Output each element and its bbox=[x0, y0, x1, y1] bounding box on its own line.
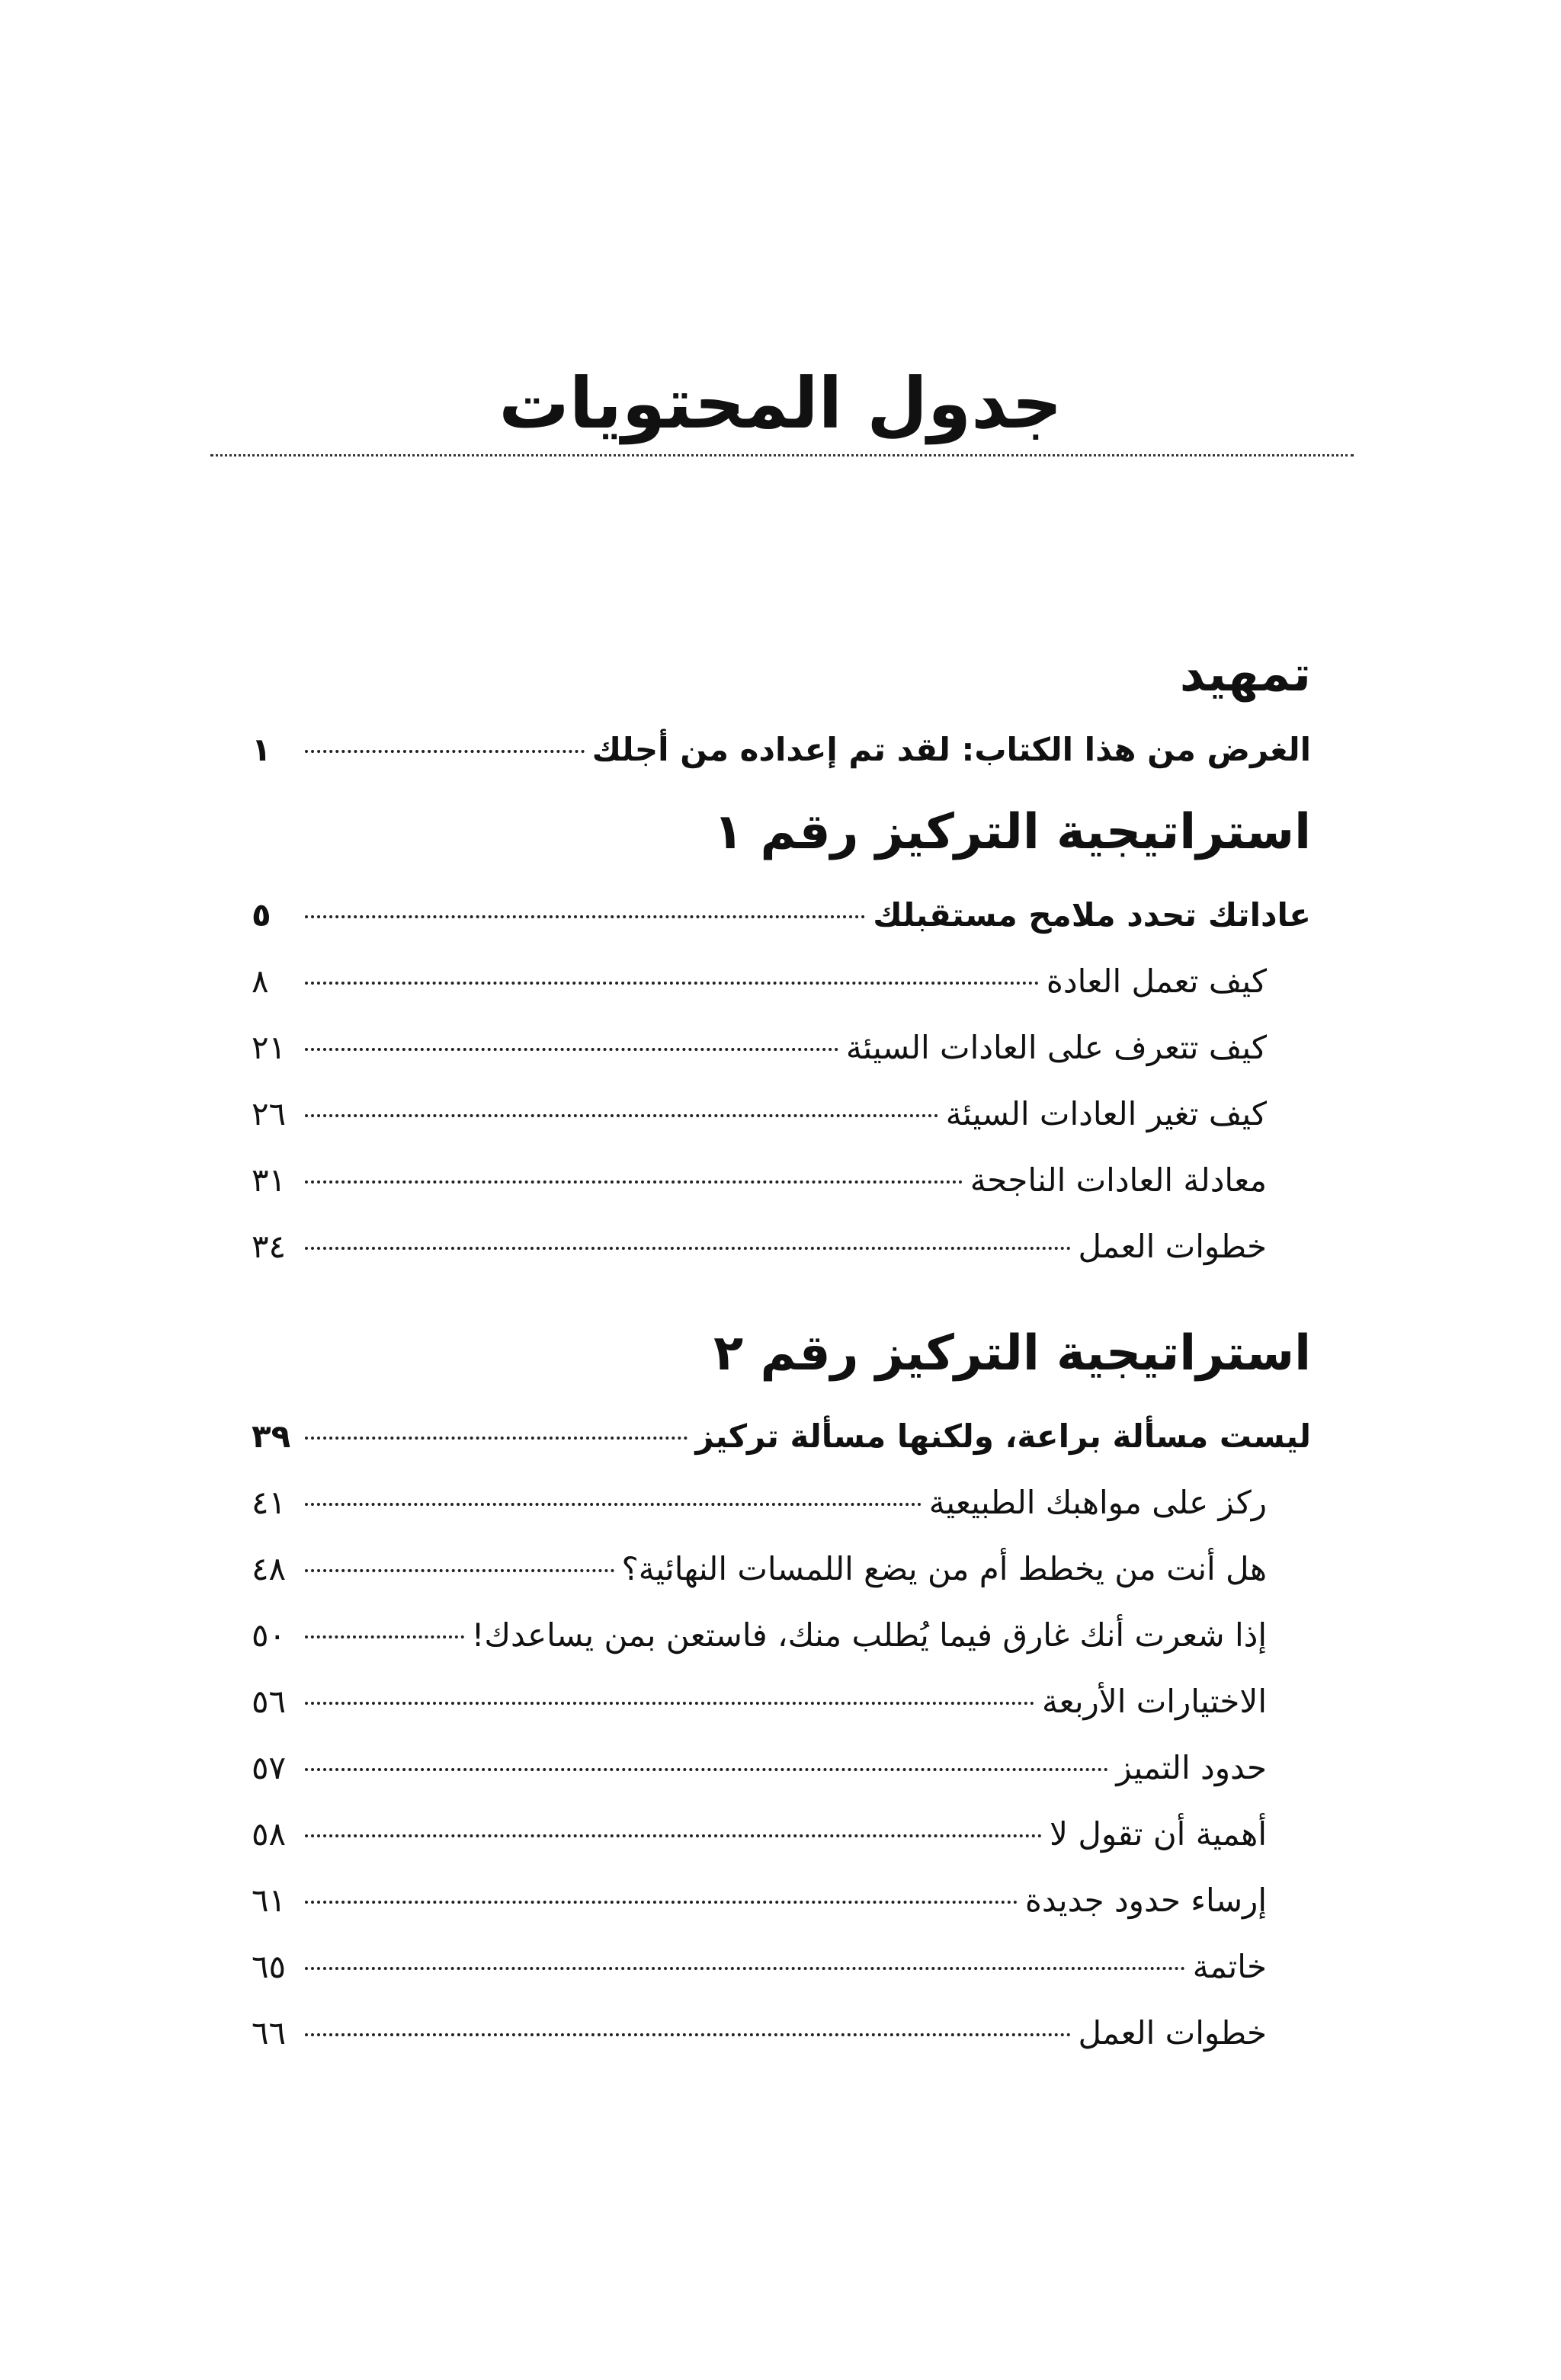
toc-entry-label: إذا شعرت أنك غارق فيما يُطلب منك، فاستعن بمن يساعدك! bbox=[471, 1616, 1267, 1654]
toc-entry-page: ٦١ bbox=[252, 1882, 287, 1919]
toc-entry-label: ليست مسألة براعة، ولكنها مسألة تركيز bbox=[695, 1417, 1311, 1455]
toc-entry-label: أهمية أن تقول لا bbox=[1050, 1815, 1267, 1853]
toc-entry-page: ٦٦ bbox=[252, 2014, 287, 2052]
toc-entry-page: ٤١ bbox=[252, 1484, 287, 1521]
toc-entry bbox=[252, 1668, 1311, 1735]
toc-entry-page: ٥٧ bbox=[252, 1749, 287, 1786]
dot-leader bbox=[305, 1635, 464, 1638]
toc-entry-page: ٢١ bbox=[252, 1029, 287, 1066]
section-heading-strategy-2: استراتيجية التركيز رقم ٢ bbox=[713, 1325, 1311, 1382]
toc-entry bbox=[252, 1801, 1311, 1867]
toc-entry-label: خطوات العمل bbox=[1078, 1228, 1267, 1265]
toc-entry-page: ٣١ bbox=[252, 1161, 287, 1199]
toc-entry-page: ٢٦ bbox=[252, 1095, 287, 1132]
toc-entry-label: كيف تعمل العادة bbox=[1046, 963, 1267, 1000]
toc-entry bbox=[252, 1735, 1311, 1801]
toc-entry bbox=[252, 1469, 1311, 1536]
section-heading-intro: تمهيد bbox=[1179, 646, 1311, 703]
toc-entry-page: ٥٦ bbox=[252, 1683, 287, 1720]
dot-leader bbox=[305, 750, 585, 753]
toc-entry bbox=[252, 1147, 1311, 1213]
toc-entry-label: كيف تغير العادات السيئة bbox=[945, 1095, 1267, 1132]
toc-entry-page: ٣٤ bbox=[252, 1228, 287, 1265]
toc-entry-label: خطوات العمل bbox=[1078, 2014, 1267, 2052]
dot-leader bbox=[305, 1967, 1185, 1970]
table-of-contents bbox=[252, 640, 1311, 2066]
toc-entry-page: ٥ bbox=[252, 896, 271, 934]
toc-entry-page: ٥٨ bbox=[252, 1815, 287, 1853]
toc-entry-label: عاداتك تحدد ملامح مستقبلك bbox=[873, 896, 1311, 934]
title-divider bbox=[210, 454, 1354, 456]
toc-entry bbox=[252, 948, 1311, 1014]
dot-leader bbox=[305, 2033, 1071, 2036]
toc-entry-page: ٣٩ bbox=[252, 1417, 291, 1455]
toc-entry-label: كيف تتعرف على العادات السيئة bbox=[845, 1029, 1267, 1066]
toc-entry bbox=[252, 1014, 1311, 1081]
toc-entry bbox=[252, 882, 1311, 948]
toc-entry bbox=[252, 1536, 1311, 1602]
dot-leader bbox=[305, 1901, 1018, 1904]
dot-leader bbox=[305, 1180, 963, 1184]
section-heading-strategy-1: استراتيجية التركيز رقم ١ bbox=[713, 804, 1311, 860]
toc-entry bbox=[252, 716, 1311, 783]
toc-entry-page: ١ bbox=[252, 731, 271, 768]
toc-entry-label: هل أنت من يخطط أم من يضع اللمسات النهائية؟ bbox=[621, 1550, 1267, 1587]
toc-entry bbox=[252, 1933, 1311, 2000]
toc-entry bbox=[252, 1213, 1311, 1280]
dot-leader bbox=[305, 1437, 688, 1440]
page-title: جدول المحتويات bbox=[498, 363, 1063, 444]
dot-leader bbox=[305, 1247, 1071, 1250]
dot-leader bbox=[305, 1768, 1108, 1771]
toc-entry-label: إرساء حدود جديدة bbox=[1024, 1882, 1267, 1919]
toc-entry-label: الاختيارات الأربعة bbox=[1042, 1683, 1267, 1720]
toc-entry-page: ٨ bbox=[252, 963, 269, 1000]
dot-leader bbox=[305, 1114, 938, 1117]
dot-leader bbox=[305, 982, 1039, 985]
dot-leader bbox=[305, 1569, 614, 1572]
toc-entry-page: ٦٥ bbox=[252, 1948, 287, 1985]
dot-leader bbox=[305, 1048, 838, 1051]
dot-leader bbox=[305, 1503, 922, 1506]
toc-entry-label: معادلة العادات الناجحة bbox=[970, 1161, 1267, 1199]
dot-leader bbox=[305, 1834, 1042, 1837]
toc-entry-label: الغرض من هذا الكتاب: لقد تم إعداده من أجلك bbox=[591, 731, 1311, 768]
dot-leader bbox=[305, 1702, 1034, 1705]
toc-entry-page: ٤٨ bbox=[252, 1550, 287, 1587]
toc-entry bbox=[252, 2000, 1311, 2066]
toc-entry bbox=[252, 1602, 1311, 1668]
toc-entry bbox=[252, 1867, 1311, 1933]
toc-entry-page: ٥٠ bbox=[252, 1616, 287, 1654]
toc-entry-label: ركز على مواهبك الطبيعية bbox=[928, 1484, 1267, 1521]
toc-entry bbox=[252, 1081, 1311, 1147]
toc-entry-label: خاتمة bbox=[1192, 1948, 1267, 1985]
dot-leader bbox=[305, 915, 865, 918]
toc-entry bbox=[252, 1403, 1311, 1469]
toc-entry-label: حدود التميز bbox=[1116, 1749, 1267, 1786]
